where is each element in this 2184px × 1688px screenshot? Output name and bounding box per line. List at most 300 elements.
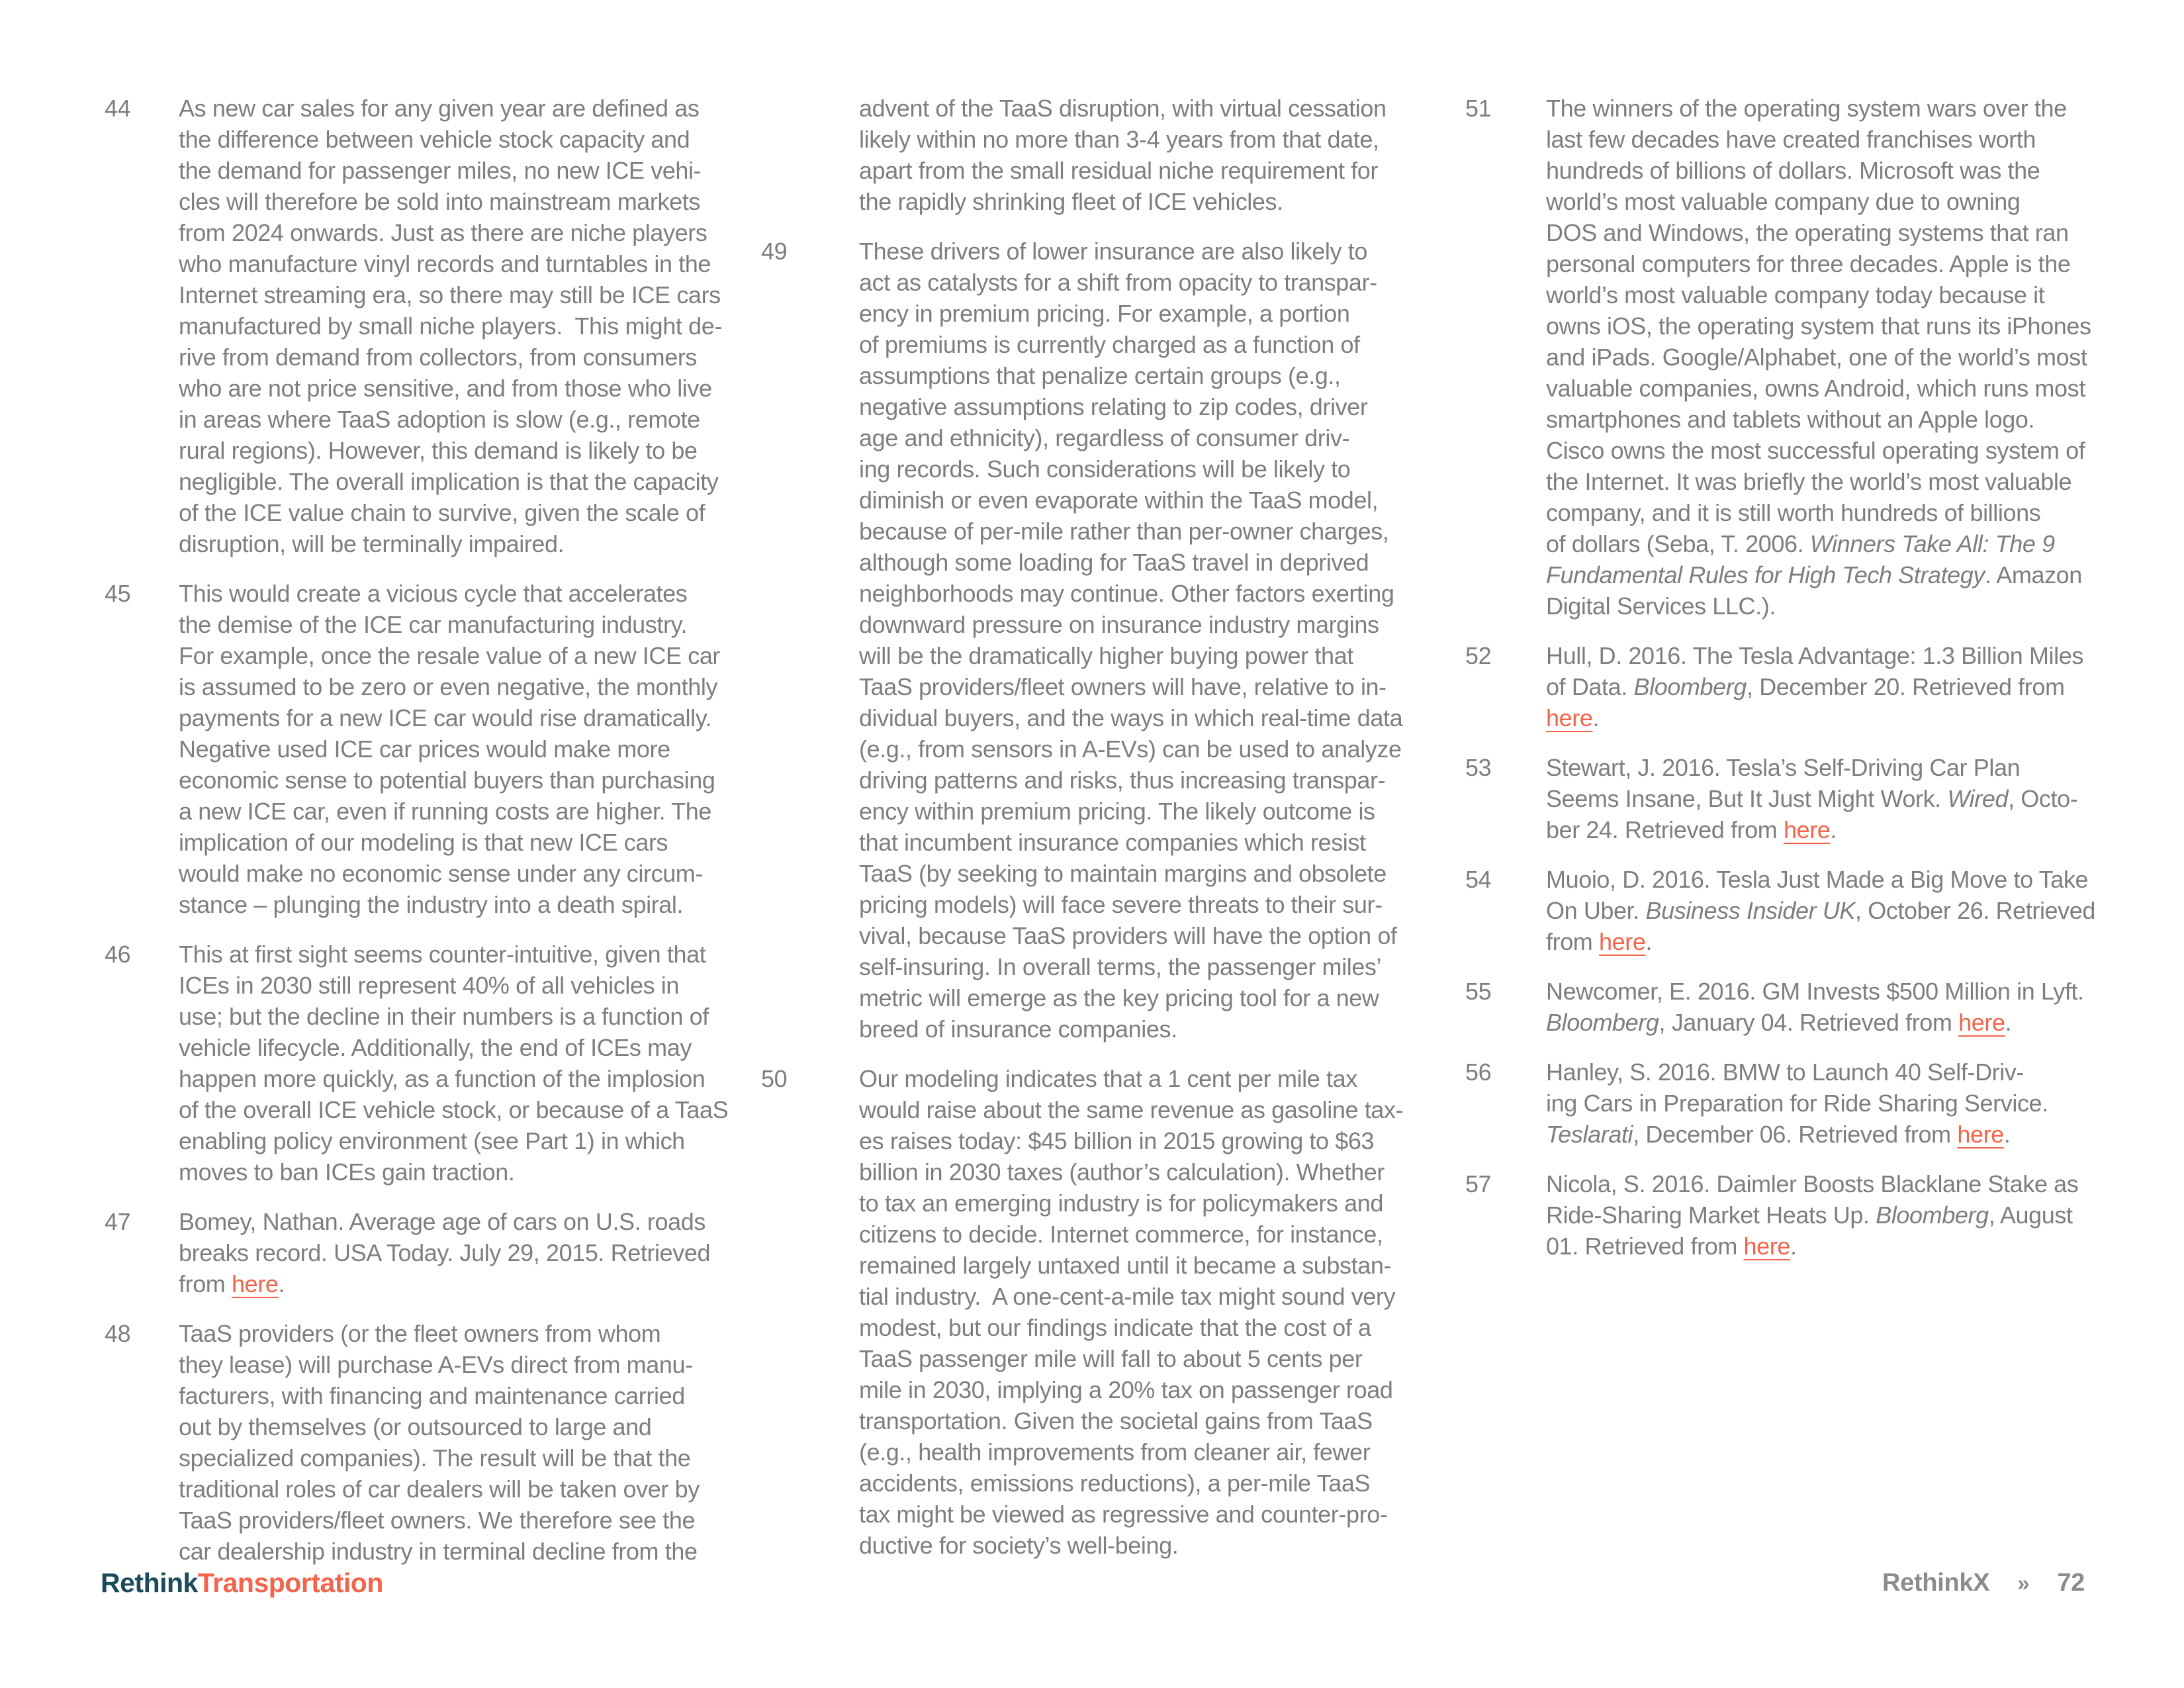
note-line: [179, 1206, 766, 1237]
endnote-text: [179, 578, 766, 920]
note-line: [1546, 186, 2184, 217]
note-text-segment: that incumbent insurance companies which resist: [859, 829, 1366, 856]
note-text-segment: This at first sight seems counter-intuitive, given that: [179, 941, 706, 968]
note-line: [1546, 559, 2184, 590]
note-line: [179, 466, 766, 497]
note-line: [179, 939, 766, 970]
note-text-segment: will be the dramatically higher buying power that: [859, 642, 1353, 669]
note-text-segment: hundreds of billions of dollars. Microsoft was the: [1546, 157, 2040, 184]
note-text-segment: neighborhoods may continue. Other factors exerting: [859, 580, 1394, 607]
note-text-segment: vehicle lifecycle. Additionally, the end of ICEs may: [179, 1034, 692, 1061]
note-line: [1546, 752, 2184, 783]
endnote-text: [1546, 1056, 2184, 1150]
note-line: [179, 1349, 766, 1380]
chevrons-separator: »: [2017, 1571, 2030, 1595]
note-text-segment: Stewart, J. 2016. Tesla’s Self-Driving Car Plan: [1546, 754, 2021, 781]
note-line: [1546, 1168, 2184, 1199]
note-line: [859, 578, 1467, 609]
note-text-segment: happen more quickly, as a function of the implosion: [179, 1065, 705, 1092]
note-line: [179, 310, 766, 342]
note-text-segment: who are not price sensitive, and from those who live: [179, 375, 712, 402]
note-line: [179, 578, 766, 609]
note-line: [1546, 279, 2184, 310]
note-text-segment: , January 04. Retrieved from: [1659, 1009, 1959, 1036]
note-line: [1546, 93, 2184, 124]
note-text-segment: traditional roles of car dealers will be taken over by: [179, 1476, 700, 1503]
note-text-segment: rive from demand from collectors, from consumers: [179, 344, 698, 371]
note-text-segment: ICEs in 2030 still represent 40% of all vehicles in: [179, 972, 679, 999]
note-line: [859, 702, 1467, 733]
note-line: [179, 889, 766, 920]
note-line: [859, 951, 1467, 982]
note-line: [179, 702, 766, 733]
note-text-segment: the demise of the ICE car manufacturing industry.: [179, 611, 688, 638]
endnote: [1465, 864, 2184, 957]
note-line: [179, 1032, 766, 1063]
note-line: [1546, 342, 2184, 373]
note-line: [1546, 926, 2184, 957]
note-line: [179, 1474, 766, 1505]
note-text-segment: TaaS providers (or the fleet owners from whom: [179, 1320, 661, 1347]
brand-name: RethinkX: [1882, 1569, 1990, 1597]
note-text-segment: , August: [1988, 1201, 2073, 1229]
note-line: [179, 970, 766, 1001]
note-text-segment: As new car sales for any given year are defined as: [179, 95, 700, 122]
note-text-segment: advent of the TaaS disruption, with virtual cessation: [859, 95, 1387, 122]
endnote: [1465, 976, 2184, 1038]
endnote: [105, 939, 766, 1188]
note-text-segment: remained largely untaxed until it became a substan-: [859, 1252, 1392, 1279]
note-text-segment: who manufacture vinyl records and turntables in the: [179, 250, 711, 277]
note-line: [859, 889, 1467, 920]
note-line: [859, 1125, 1467, 1156]
note-text-segment: last few decades have created franchises worth: [1546, 126, 2036, 153]
note-line: [859, 1013, 1467, 1045]
note-text-segment: because of per-mile rather than per-owner charges,: [859, 518, 1389, 545]
note-line: [859, 391, 1467, 422]
note-line: [179, 217, 766, 248]
note-text-segment: Bomey, Nathan. Average age of cars on U.S. roads: [179, 1208, 705, 1235]
publication-name: Winners Take All: The 9: [1809, 530, 2055, 557]
note-text-segment: rural regions). However, this demand is likely to be: [179, 437, 698, 464]
note-text-segment: breaks record. USA Today. July 29, 2015. Retrieved: [179, 1239, 711, 1266]
note-text-segment: The winners of the operating system wars over the: [1546, 95, 2067, 122]
publication-name: Bloomberg: [1546, 1009, 1659, 1036]
note-text-segment: For example, once the resale value of a new ICE car: [179, 642, 721, 669]
note-text-segment: self-insuring. In overall terms, the passenger miles’: [859, 953, 1382, 980]
note-text-segment: Digital Services LLC.).: [1546, 592, 1776, 620]
note-text-segment: the rapidly shrinking fleet of ICE vehicles.: [859, 188, 1283, 215]
note-line: [859, 1499, 1467, 1530]
note-line: [1546, 497, 2184, 528]
note-text-segment: to tax an emerging industry is for policymakers and: [859, 1190, 1383, 1217]
note-line: [179, 827, 766, 858]
note-line: [859, 1219, 1467, 1250]
note-text-segment: .: [1830, 816, 1837, 843]
report-title-transportation: Transportation: [197, 1568, 383, 1598]
endnote: [105, 93, 766, 559]
note-text-segment: world’s most valuable company today because it: [1546, 281, 2045, 308]
here-link[interactable]: here: [1743, 1233, 1790, 1260]
publication-name: Bloomberg: [1633, 673, 1747, 700]
note-text-segment: dividual buyers, and the ways in which real-time data: [859, 704, 1403, 731]
note-text-segment: enabling policy environment (see Part 1) in which: [179, 1127, 685, 1154]
endnote: [1465, 93, 2184, 622]
endnote: [105, 1206, 766, 1299]
note-line: [1546, 528, 2184, 559]
note-line: [859, 155, 1467, 186]
note-text-segment: TaaS passenger mile will fall to about 5 cents per: [859, 1345, 1363, 1372]
note-line: [1546, 404, 2184, 435]
note-line: [179, 435, 766, 466]
note-text-segment: from: [179, 1270, 232, 1297]
publication-name: Bloomberg: [1876, 1201, 1989, 1229]
note-text-segment: disruption, will be terminally impaired.: [179, 530, 565, 557]
note-text-segment: , December 20. Retrieved from: [1746, 673, 2065, 700]
note-text-segment: of dollars (Seba, T. 2006.: [1546, 530, 1810, 557]
note-text-segment: .: [1790, 1233, 1797, 1260]
note-text-segment: of the overall ICE vehicle stock, or because of a TaaS: [179, 1096, 729, 1123]
note-text-segment: 01. Retrieved from: [1546, 1233, 1744, 1260]
note-text-segment: breed of insurance companies.: [859, 1015, 1177, 1043]
here-link[interactable]: here: [1783, 816, 1831, 843]
note-line: [179, 609, 766, 640]
note-line: [859, 186, 1467, 217]
endnote-number: 55: [1465, 978, 1492, 1005]
note-line: [1546, 1199, 2184, 1231]
note-text-segment: Our modeling indicates that a 1 cent per mile tax: [859, 1065, 1357, 1092]
note-line: [1546, 590, 2184, 622]
note-text-segment: ing records. Such considerations will be likely to: [859, 455, 1351, 483]
note-line: [859, 1188, 1467, 1219]
note-text-segment: ency within premium pricing. The likely outcome is: [859, 798, 1375, 825]
note-line: [859, 267, 1467, 298]
note-text-segment: negative assumptions relating to zip codes, driver: [859, 393, 1368, 420]
note-line: [1546, 864, 2184, 895]
note-text-segment: apart from the small residual niche requirement for: [859, 157, 1378, 184]
note-line: [859, 236, 1467, 267]
note-text-segment: ency in premium pricing. For example, a portion: [859, 300, 1350, 327]
note-line: [1546, 310, 2184, 342]
note-text-segment: Hanley, S. 2016. BMW to Launch 40 Self-Driv-: [1546, 1058, 2025, 1086]
note-text-segment: smartphones and tablets without an Apple logo.: [1546, 406, 2035, 433]
note-text-segment: Cisco owns the most successful operating system of: [1546, 437, 2085, 464]
note-line: [859, 1063, 1467, 1094]
note-text-segment: likely within no more than 3-4 years from that date,: [859, 126, 1379, 153]
here-link[interactable]: here: [1957, 1121, 2004, 1148]
endnote-text: [179, 939, 766, 1188]
note-text-segment: .: [1645, 928, 1653, 955]
note-line: [859, 1436, 1467, 1468]
here-link[interactable]: here: [232, 1270, 279, 1297]
note-line: [859, 422, 1467, 453]
publication-name: Fundamental Rules for High Tech Strategy: [1546, 561, 1985, 588]
footer-pagination: [1882, 1569, 2085, 1597]
note-line: [1546, 1007, 2184, 1038]
note-text-segment: es raises today: $45 billion in 2015 growing to $63: [859, 1127, 1375, 1154]
note-line: [859, 982, 1467, 1013]
note-text-segment: the difference between vehicle stock capacity and: [179, 126, 690, 153]
note-text-segment: Hull, D. 2016. The Tesla Advantage: 1.3 Billion Miles: [1546, 642, 2083, 669]
note-text-segment: of Data.: [1546, 673, 1634, 700]
note-line: [859, 858, 1467, 889]
note-line: [1546, 976, 2184, 1007]
note-line: [859, 1468, 1467, 1499]
note-text-segment: pricing models) will face severe threats to their sur-: [859, 891, 1383, 918]
here-link[interactable]: here: [1599, 928, 1646, 955]
note-text-segment: ber 24. Retrieved from: [1546, 816, 1784, 843]
note-text-segment: cles will therefore be sold into mainstream markets: [179, 188, 700, 215]
note-text-segment: This would create a vicious cycle that accelerates: [179, 580, 688, 607]
note-text-segment: TaaS (by seeking to maintain margins and obsolete: [859, 860, 1387, 887]
endnote-text: [1546, 1168, 2184, 1262]
note-line: [179, 1318, 766, 1349]
note-line: [859, 1156, 1467, 1188]
note-line: [179, 1063, 766, 1094]
note-line: [859, 329, 1467, 360]
note-text-segment: company, and it is still worth hundreds of billions: [1546, 499, 2041, 526]
note-line: [179, 1156, 766, 1188]
note-text-segment: from: [1546, 928, 1600, 955]
note-line: [179, 1268, 766, 1299]
note-text-segment: although some loading for TaaS travel in deprived: [859, 549, 1369, 576]
note-line: [859, 920, 1467, 951]
endnote: [761, 93, 1467, 217]
note-text-segment: (e.g., health improvements from cleaner air, fewer: [859, 1438, 1371, 1466]
note-line: [859, 516, 1467, 547]
note-line: [859, 124, 1467, 155]
note-line: [1546, 373, 2184, 404]
note-line: [179, 1380, 766, 1411]
note-text-segment: modest, but our findings indicate that the cost of a: [859, 1314, 1371, 1341]
note-text-segment: a new ICE car, even if running costs are higher. The: [179, 798, 712, 825]
note-text-segment: TaaS providers/fleet owners. We therefore see the: [179, 1507, 696, 1534]
endnote-text: [859, 1063, 1467, 1561]
note-line: [859, 765, 1467, 796]
note-line: [1546, 124, 2184, 155]
note-line: [859, 609, 1467, 640]
note-line: [859, 1250, 1467, 1281]
note-line: [859, 1094, 1467, 1125]
note-line: [859, 827, 1467, 858]
note-line: [179, 858, 766, 889]
note-line: [859, 671, 1467, 702]
note-line: [1546, 435, 2184, 466]
note-text-segment: economic sense to potential buyers than purchasing: [179, 767, 715, 794]
note-text-segment: driving patterns and risks, thus increasing transpar-: [859, 767, 1386, 794]
note-text-segment: stance – plunging the industry into a death spiral.: [179, 891, 684, 918]
note-line: [179, 497, 766, 528]
note-text-segment: assumptions that penalize certain groups (e.g.,: [859, 362, 1341, 389]
note-text-segment: age and ethnicity), regardless of consumer driv-: [859, 424, 1350, 451]
note-text-segment: the demand for passenger miles, no new ICE vehi-: [179, 157, 702, 184]
note-line: [1546, 895, 2184, 926]
note-line: [179, 155, 766, 186]
note-line: [179, 248, 766, 279]
note-line: [179, 796, 766, 827]
note-text-segment: accidents, emissions reductions), a per-mile TaaS: [859, 1470, 1371, 1497]
endnote-number: 51: [1465, 95, 1492, 122]
note-line: [1546, 1056, 2184, 1088]
note-text-segment: would raise about the same revenue as gasoline tax-: [859, 1096, 1404, 1123]
note-line: [179, 373, 766, 404]
note-text-segment: mile in 2030, implying a 20% tax on passenger road: [859, 1376, 1393, 1403]
note-line: [859, 1530, 1467, 1561]
endnote: [1465, 752, 2184, 845]
note-line: [1546, 702, 2184, 733]
note-text-segment: would make no economic sense under any circum-: [179, 860, 703, 887]
report-title: [101, 1568, 383, 1599]
note-line: [179, 1442, 766, 1474]
note-line: [179, 93, 766, 124]
note-text-segment: specialized companies). The result will be that the: [179, 1444, 691, 1472]
endnote: [761, 236, 1467, 1045]
note-text-segment: (e.g., from sensors in A-EVs) can be used to analyze: [859, 735, 1402, 763]
endnote-number: 53: [1465, 754, 1492, 781]
endnote-number: 48: [105, 1320, 131, 1347]
note-text-segment: Negative used ICE car prices would make more: [179, 735, 670, 763]
endnote: [1465, 1168, 2184, 1262]
endnote: [1465, 640, 2184, 733]
endnote-text: [859, 93, 1467, 217]
notes-column: [761, 93, 1467, 1579]
note-text-segment: out by themselves (or outsourced to large and: [179, 1413, 652, 1440]
endnote: [1465, 1056, 2184, 1150]
note-text-segment: Muoio, D. 2016. Tesla Just Made a Big Move to Take: [1546, 866, 2089, 893]
note-line: [859, 733, 1467, 765]
note-line: [1546, 671, 2184, 702]
note-line: [179, 765, 766, 796]
note-line: [1546, 640, 2184, 671]
endnote: [105, 578, 766, 920]
note-text-segment: diminish or even evaporate within the TaaS model,: [859, 487, 1379, 514]
page-number: 72: [2057, 1569, 2085, 1597]
note-line: [179, 404, 766, 435]
note-line: [859, 1281, 1467, 1312]
note-text-segment: tial industry. A one-cent-a-mile tax might sound very: [859, 1283, 1396, 1310]
note-text-segment: citizens to decide. Internet commerce, for instance,: [859, 1221, 1383, 1248]
note-text-segment: DOS and Windows, the operating systems that ran: [1546, 219, 2069, 246]
endnote-text: [179, 1318, 766, 1567]
here-link[interactable]: here: [1958, 1009, 2005, 1036]
note-line: [859, 1405, 1467, 1436]
note-text-segment: billion in 2030 taxes (author’s calculation). Whether: [859, 1158, 1385, 1186]
note-line: [1546, 155, 2184, 186]
note-line: [1546, 783, 2184, 814]
note-text-segment: of the ICE value chain to survive, given the scale of: [179, 499, 705, 526]
note-text-segment: they lease) will purchase A-EVs direct from manu-: [179, 1351, 693, 1378]
endnote: [105, 1318, 766, 1567]
note-text-segment: owns iOS, the operating system that runs its iPhones: [1546, 312, 2091, 340]
note-line: [179, 1536, 766, 1567]
note-text-segment: is assumed to be zero or even negative, the monthly: [179, 673, 718, 700]
note-text-segment: . Amazon: [1985, 561, 2082, 588]
note-text-segment: implication of our modeling is that new ICE cars: [179, 829, 668, 856]
endnote-text: [1546, 976, 2184, 1038]
note-text-segment: act as catalysts for a shift from opacity to transpar-: [859, 269, 1377, 296]
note-text-segment: .: [2003, 1121, 2011, 1148]
note-line: [1546, 466, 2184, 497]
note-line: [859, 298, 1467, 329]
note-text-segment: in areas where TaaS adoption is slow (e.g., remote: [179, 406, 700, 433]
note-line: [179, 186, 766, 217]
endnote-text: [179, 93, 766, 559]
note-text-segment: transportation. Given the societal gains from TaaS: [859, 1407, 1373, 1434]
endnote-number: 46: [105, 941, 131, 968]
note-text-segment: ing Cars in Preparation for Ride Sharing Service.: [1546, 1090, 2048, 1117]
note-text-segment: tax might be viewed as regressive and counter-pro-: [859, 1501, 1388, 1528]
note-text-segment: metric will emerge as the key pricing tool for a new: [859, 984, 1379, 1011]
endnote-number: 47: [105, 1208, 131, 1235]
publication-name: Business Insider UK: [1645, 897, 1856, 924]
note-text-segment: On Uber.: [1546, 897, 1646, 924]
note-text-segment: .: [278, 1270, 285, 1297]
endnote-text: [1546, 752, 2184, 845]
note-line: [859, 547, 1467, 578]
note-line: [179, 528, 766, 559]
note-text-segment: from 2024 onwards. Just as there are niche players: [179, 219, 707, 246]
note-line: [1546, 217, 2184, 248]
note-text-segment: vival, because TaaS providers will have the option of: [859, 922, 1397, 949]
note-line: [859, 453, 1467, 485]
endnote-number: 54: [1465, 866, 1492, 893]
note-text-segment: Seems Insane, But It Just Might Work.: [1546, 785, 1948, 812]
note-text-segment: , December 06. Retrieved from: [1633, 1121, 1958, 1148]
note-line: [1546, 1119, 2184, 1150]
notes-column: [105, 93, 766, 1585]
note-text-segment: valuable companies, owns Android, which runs most: [1546, 375, 2085, 402]
endnote-text: [859, 236, 1467, 1045]
note-text-segment: , Octo-: [2008, 785, 2078, 812]
note-line: [179, 1001, 766, 1032]
note-text-segment: TaaS providers/fleet owners will have, relative to in-: [859, 673, 1387, 700]
note-line: [859, 796, 1467, 827]
note-line: [179, 640, 766, 671]
note-text-segment: moves to ban ICEs gain traction.: [179, 1158, 515, 1186]
note-line: [179, 279, 766, 310]
note-text-segment: These drivers of lower insurance are also likely to: [859, 238, 1367, 265]
note-line: [179, 1505, 766, 1536]
note-line: [859, 360, 1467, 391]
note-line: [179, 124, 766, 155]
endnote-number: 52: [1465, 642, 1492, 669]
note-line: [1546, 1231, 2184, 1262]
note-line: [859, 1312, 1467, 1343]
note-text-segment: Newcomer, E. 2016. GM Invests $500 Million in Lyft.: [1546, 978, 2084, 1005]
note-line: [179, 1094, 766, 1125]
endnote-number: 49: [761, 238, 788, 265]
note-text-segment: the Internet. It was briefly the world’s most valuable: [1546, 468, 2072, 495]
note-text-segment: payments for a new ICE car would rise dramatically.: [179, 704, 712, 731]
endnote-number: 44: [105, 95, 131, 122]
note-text-segment: downward pressure on insurance industry margins: [859, 611, 1379, 638]
note-line: [859, 485, 1467, 516]
note-text-segment: manufactured by small niche players. This might de-: [179, 312, 722, 340]
note-line: [859, 93, 1467, 124]
note-text-segment: car dealership industry in terminal decline from the: [179, 1538, 698, 1565]
here-link[interactable]: here: [1546, 704, 1593, 731]
note-text-segment: world’s most valuable company due to owning: [1546, 188, 2021, 215]
publication-name: Teslarati: [1546, 1121, 1633, 1148]
note-text-segment: negligible. The overall implication is that the capacity: [179, 468, 719, 495]
endnote: [761, 1063, 1467, 1561]
note-line: [1546, 1088, 2184, 1119]
note-line: [859, 1343, 1467, 1374]
note-line: [179, 733, 766, 765]
note-text-segment: Ride-Sharing Market Heats Up.: [1546, 1201, 1876, 1229]
report-title-rethink: Rethink: [101, 1568, 198, 1598]
note-text-segment: Nicola, S. 2016. Daimler Boosts Blacklane Stake as: [1546, 1170, 2079, 1197]
